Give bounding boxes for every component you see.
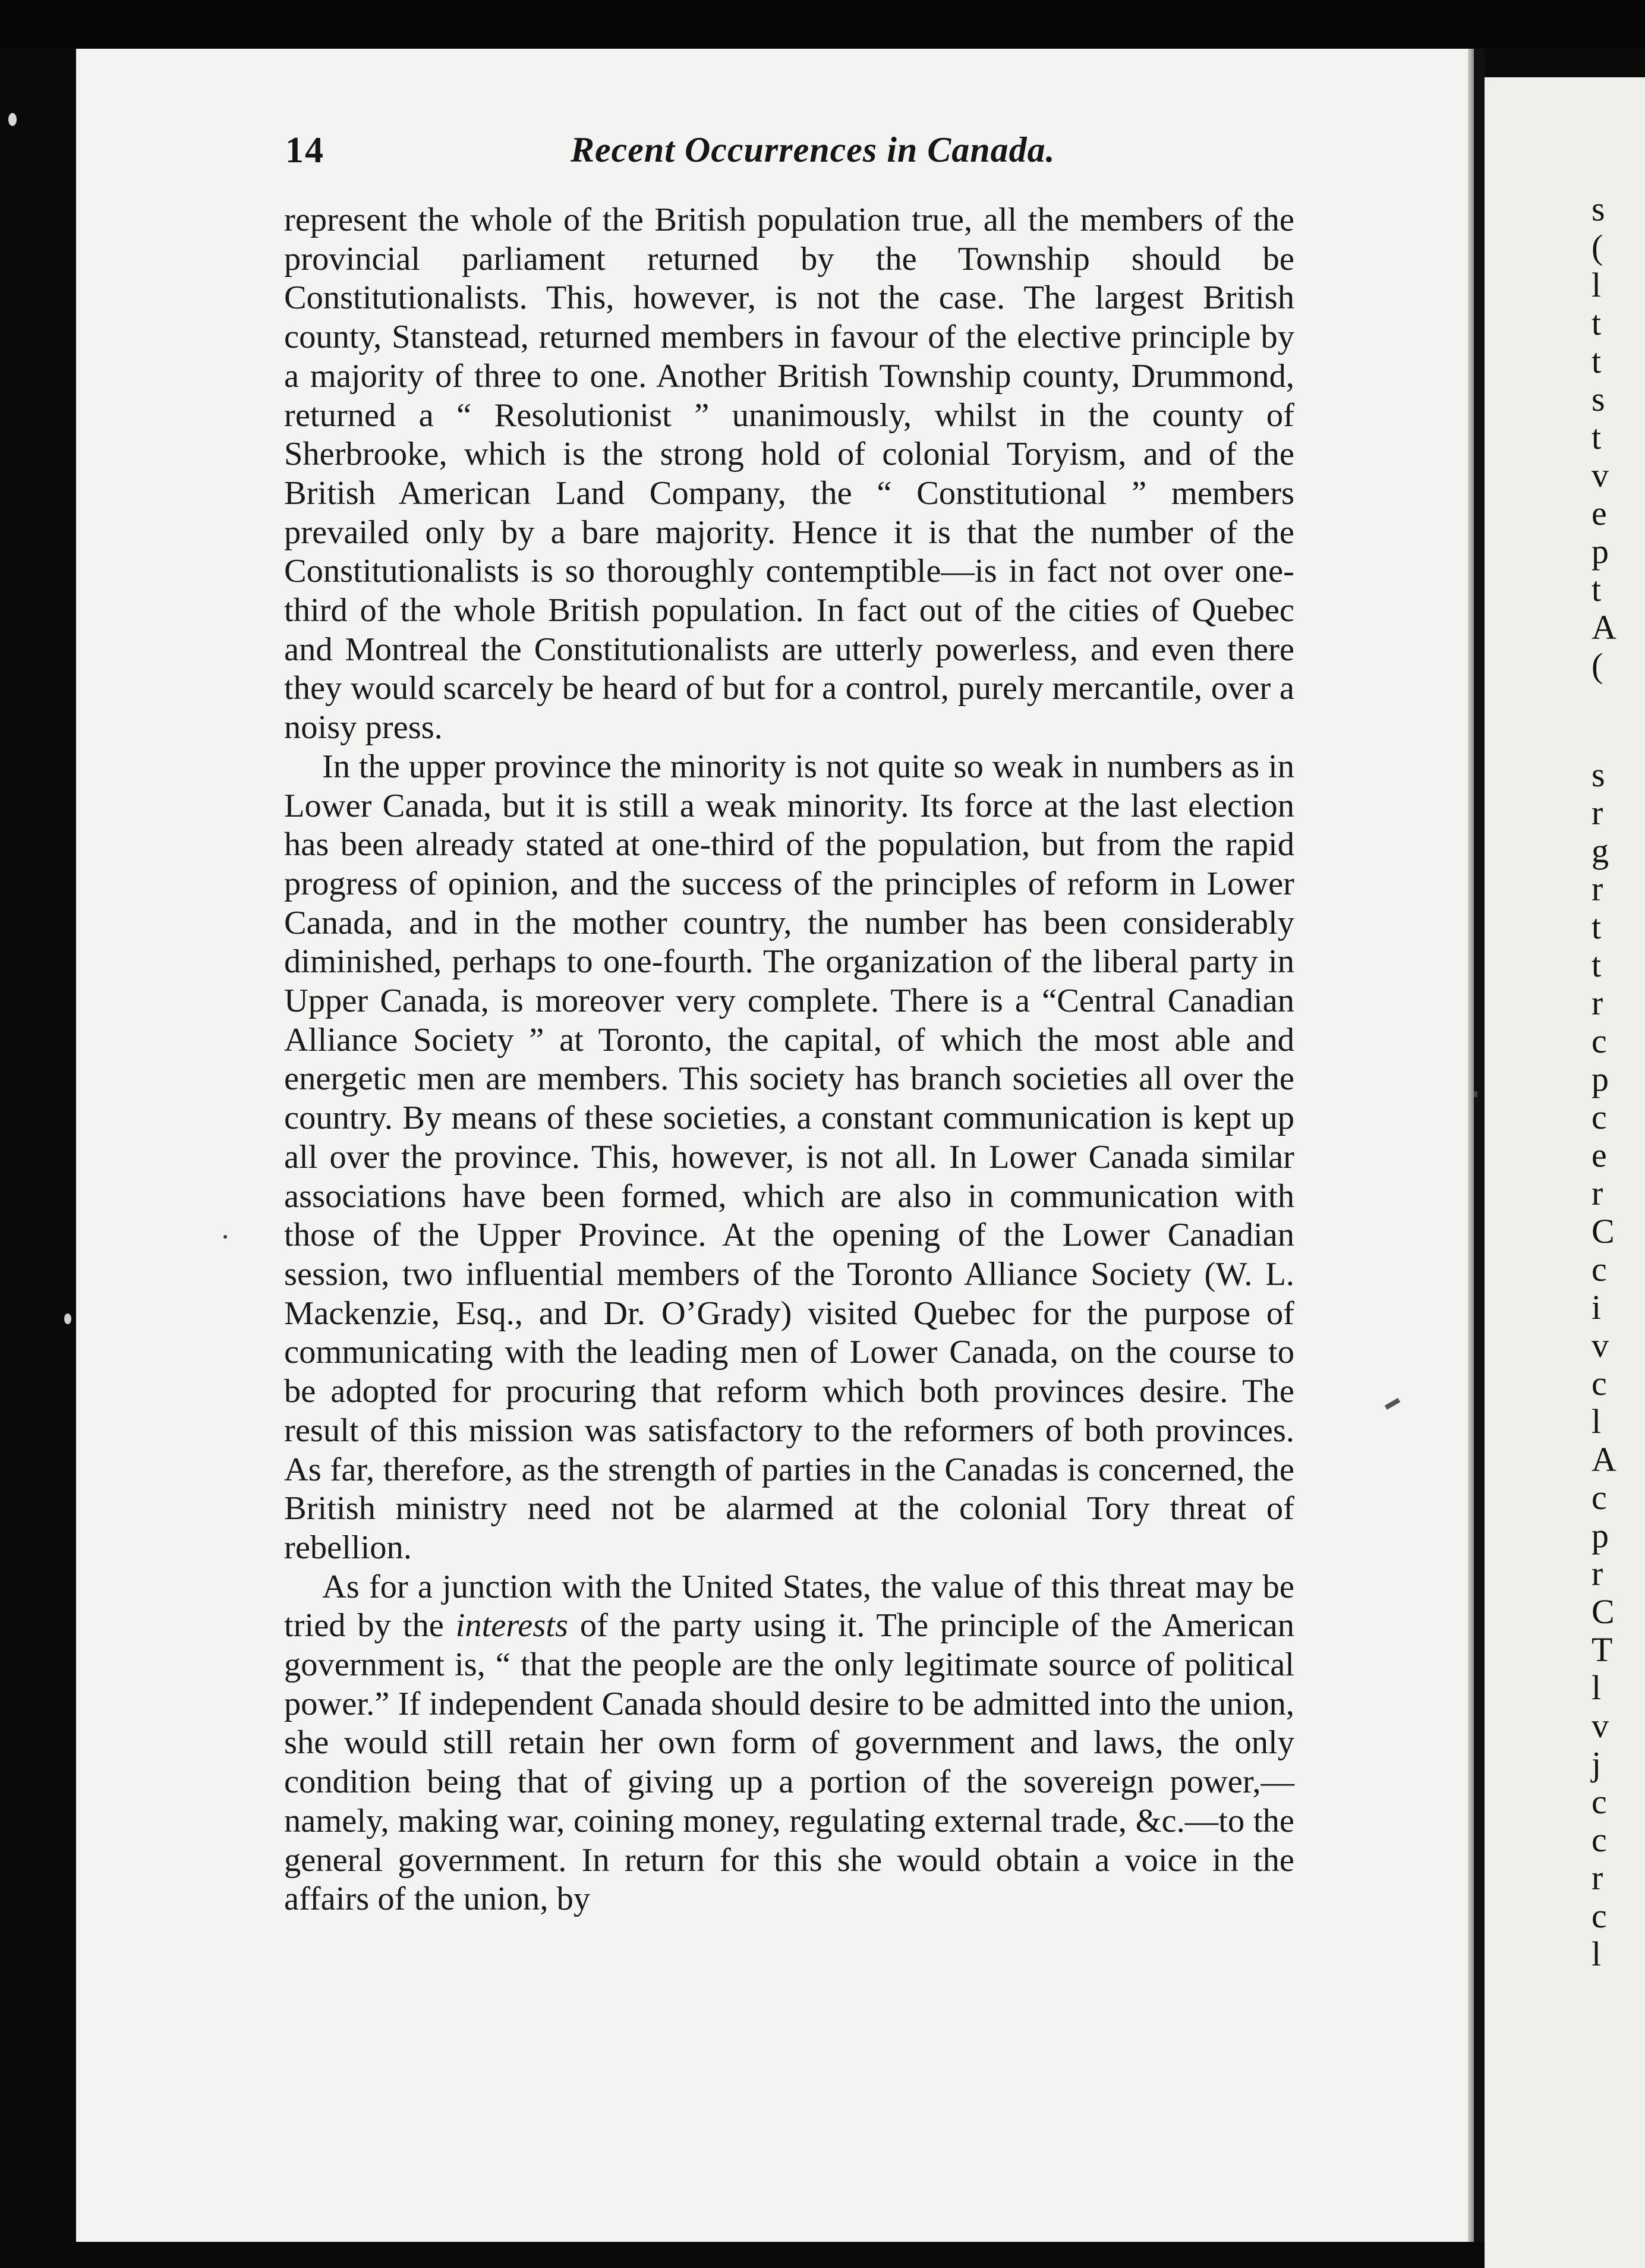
edge-letter: r — [1592, 984, 1603, 1022]
paragraph-text: represent the whole of the British population true, all the members of the provincial parliament returned by the Township should be Constitutionalists. This, however, is not the case. The largest British county, Stanstead, returned members in favour of the elective principle by a majority of three to one. Another British Township county, Drummond, returned a “ Resolutionist ” unanimously, whilst in the county of Sherbrooke, which is the strong hold of colonial Toryism, and of the British American Land Company, the “ Constitutional ” members prevailed only by a bare majority. Hence it is that the number of the Constitutionalists is so thoroughly contemptible—is in fact not over one-third of the whole British population. In fact out of the cities of Quebec and Montreal the Constitutionalists are utterly powerless, and even there they would scarcely be heard of but for a control, purely mercantile, over a noisy press. — [284, 201, 1294, 746]
paragraph-text: In the upper province the minority is not quite so weak in numbers as in Lower Canada, but it is still a weak minority. Its force at the last election has been already stated at one-third of the population, but from the rapid progress of opinion, and the success of the principles of reform in Lower Canada, and in the mother country, the number has been considerably diminished, perhaps to one-fourth. The organization of the liberal party in Upper Canada, is moreover very complete. There is a “Central Canadian Alliance Society ” at Toronto, the capital, of which the most able and energetic men are members. This society has branch societies all over the country. By means of these societies, a constant communication is kept up all over the province. This, however, is not all. In Lower Canada similar associations have been formed, which are also in communication with those of the Upper Province. At the opening of the Lower Canadian session, two influential members of the Toronto Alliance Society (W. L. Mackenzie, Esq., and Dr. O’Grady) visited Quebec for the purpose of communicating with the leading men of Lower Canada, on the course to be adopted for procuring that reform which both provinces desire. The result of this mission was satisfactory to the reformers of both provinces. As far, therefore, as the strength of parties in the Canadas is concerned, the British ministry need not be alarmed at the colonial Tory threat of rebellion. — [284, 748, 1294, 1566]
edge-letter: j — [1592, 1744, 1602, 1783]
edge-letter: r — [1592, 1858, 1603, 1897]
edge-letter: l — [1592, 1402, 1602, 1441]
scan-speck — [64, 1313, 71, 1324]
edge-letter: ( — [1592, 646, 1603, 685]
edge-letter: r — [1592, 1174, 1603, 1212]
edge-letter: C — [1592, 1592, 1615, 1631]
italic-emphasis: interests — [455, 1607, 568, 1645]
paragraph — [284, 201, 1294, 748]
edge-letter: s — [1592, 380, 1605, 418]
paragraph — [284, 748, 1294, 1568]
edge-letter: p — [1592, 1060, 1609, 1098]
edge-letter: r — [1592, 870, 1603, 908]
edge-letter: T — [1592, 1630, 1613, 1669]
adjacent-page-letters — [1592, 190, 1645, 1973]
edge-letter: c — [1592, 1782, 1607, 1821]
edge-letter: p — [1592, 532, 1609, 571]
scanner-border — [0, 0, 1645, 48]
edge-letter: l — [1592, 266, 1602, 304]
edge-letter: A — [1592, 608, 1616, 647]
adjacent-page-edge — [1485, 77, 1645, 2268]
edge-letter: v — [1592, 1326, 1609, 1365]
edge-letter: c — [1592, 1478, 1607, 1517]
edge-letter: c — [1592, 1098, 1607, 1136]
edge-letter: c — [1592, 1897, 1607, 1935]
edge-letter: r — [1592, 793, 1603, 832]
edge-letter: c — [1592, 1364, 1607, 1403]
edge-letter: c — [1592, 1820, 1607, 1859]
edge-letter: v — [1592, 456, 1609, 494]
edge-letter: l — [1592, 1668, 1602, 1707]
edge-letter: e — [1592, 1136, 1607, 1174]
edge-letter: p — [1592, 1516, 1609, 1555]
edge-letter: c — [1592, 1022, 1607, 1060]
scan-speck — [1474, 1091, 1477, 1097]
running-title: Recent Occurrences in Canada. — [571, 130, 1055, 169]
edge-letter: t — [1592, 946, 1602, 984]
edge-letter: s — [1592, 190, 1605, 228]
edge-letter: t — [1592, 342, 1602, 380]
page-number: 14 — [285, 130, 324, 171]
running-head — [285, 130, 1296, 183]
paragraph-text: of the party using it. The principle of the American government is, “ that the people are the only legitimate source of political power.” If independent Canada should desire to be admitted into the union, she would still retain her own form of government and laws, the only condition being that of giving up a portion of the sovereign power,—namely, making war, coining money, regulating external trade, &c.—to the general government. In return for this she would obtain a voice in the affairs of the union, by — [284, 1607, 1295, 1918]
paragraph — [284, 1568, 1294, 1919]
edge-letter: c — [1592, 1250, 1607, 1289]
edge-letter: s — [1592, 755, 1605, 794]
edge-letter: t — [1592, 908, 1602, 946]
paragraph-text: As for a junction with the United States, the value of this threat may be tried by the — [284, 1568, 1294, 1645]
edge-letter: ( — [1592, 228, 1603, 266]
page-edge-shadow — [1468, 49, 1474, 2242]
edge-letter: t — [1592, 304, 1602, 342]
scan-speck — [223, 1235, 227, 1239]
edge-letter: t — [1592, 418, 1602, 456]
edge-letter: r — [1592, 1554, 1603, 1593]
edge-letter: i — [1592, 1288, 1602, 1327]
edge-letter: t — [1592, 570, 1602, 609]
body-text — [284, 201, 1294, 1919]
scan-speck — [8, 113, 17, 126]
edge-letter: A — [1592, 1440, 1616, 1479]
book-gutter — [1474, 49, 1485, 2242]
edge-letter: v — [1592, 1706, 1609, 1745]
edge-letter: g — [1592, 831, 1609, 870]
edge-letter: e — [1592, 494, 1607, 533]
edge-letter: l — [1592, 1935, 1602, 1973]
edge-letter: C — [1592, 1212, 1615, 1250]
